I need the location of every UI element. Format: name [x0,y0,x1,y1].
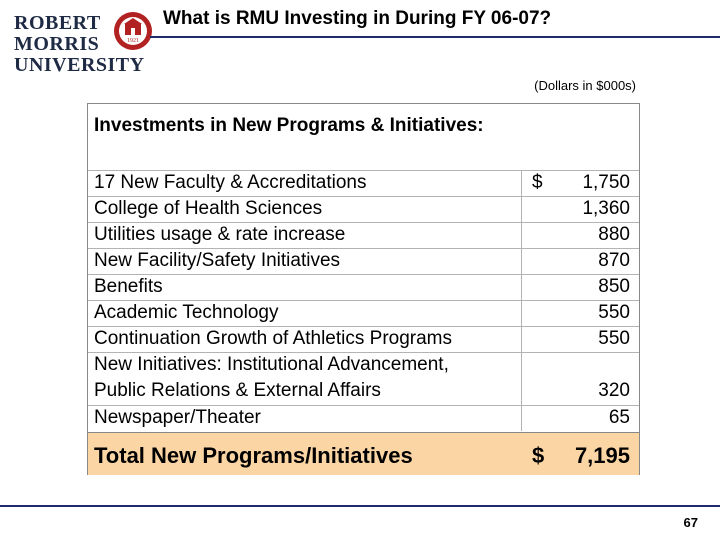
row-label-continued: Public Relations & External Affairs [94,380,381,401]
row-currency: $ [532,172,543,193]
row-value: 1,750 [582,172,630,193]
row-label: College of Health Sciences [94,198,323,219]
logo-line-2: MORRIS [14,33,100,55]
row-label: New Initiatives: Institutional Advancement, [94,354,449,375]
page-number: 67 [683,515,698,530]
total-row [88,432,639,475]
table-row [88,222,639,248]
row-label: Continuation Growth of Athletics Programs [94,328,453,349]
row-value: 850 [598,276,630,297]
footer-divider [0,505,720,507]
university-seal-icon [112,10,154,52]
table-row [88,352,639,405]
row-value: 880 [598,224,630,245]
seal-year: 1921 [127,38,139,44]
table-row [88,300,639,326]
table-header: Investments in New Programs & Initiatives: [94,115,484,136]
row-label: Academic Technology [94,302,279,323]
table-row [88,274,639,300]
university-logo [14,8,146,76]
logo-line-3: UNIVERSITY [14,54,145,76]
row-label: Utilities usage & rate increase [94,224,346,245]
row-value: 870 [598,250,630,271]
total-label: Total New Programs/Initiatives [94,443,413,468]
investments-table [87,103,640,475]
total-currency: $ [532,443,545,468]
table-row [88,248,639,274]
table-row [88,405,639,431]
row-label: New Facility/Safety Initiatives [94,250,341,271]
row-value: 65 [608,407,630,428]
logo-line-1: ROBERT [14,12,101,34]
row-value: 550 [598,328,630,349]
units-note: (Dollars in $000s) [534,78,636,93]
table-row [88,326,639,352]
row-label: Benefits [94,276,163,297]
row-label: Newspaper/Theater [94,407,261,428]
row-label: 17 New Faculty & Accreditations [94,172,367,193]
row-value: 320 [598,380,630,401]
title-divider [150,36,720,38]
page-title: What is RMU Investing in During FY 06-07? [163,8,552,29]
row-value: 550 [598,302,630,323]
total-value: 7,195 [574,443,630,468]
row-value: 1,360 [582,198,630,219]
table-row [88,196,639,222]
table-row [88,170,639,196]
